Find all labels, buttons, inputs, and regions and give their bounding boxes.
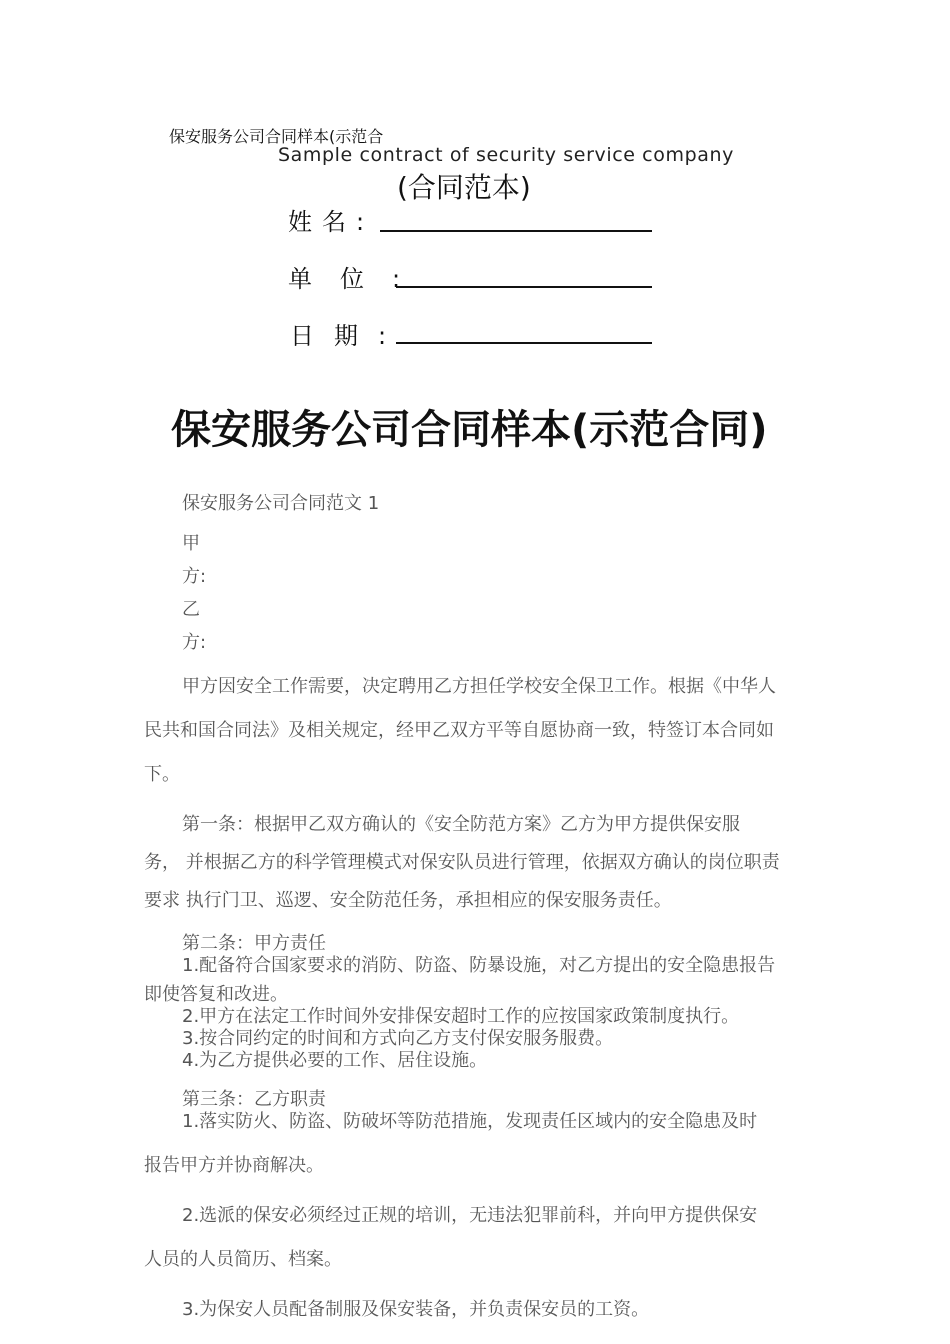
article-3-item-3: 3.为保安人员配备制服及保安装备，并负责保安员的工资。 xyxy=(182,1299,650,1320)
article-2-item-3: 3.按合同约定的时间和方式向乙方支付保安服务服费。 xyxy=(182,1028,614,1049)
article-3-item-1a: 1.落实防火、防盗、防破坏等防范措施，发现责任区域内的安全隐患及时 xyxy=(182,1111,758,1132)
party-a-label-2: 方: xyxy=(182,566,207,587)
party-b-label-1: 乙 xyxy=(182,599,200,620)
party-b-label-2: 方: xyxy=(182,632,207,653)
article-3-item-2a: 2.选派的保安必须经过正规的培训，无违法犯罪前科，并向甲方提供保安 xyxy=(182,1205,758,1226)
article-2-title: 第二条：甲方责任 xyxy=(182,933,326,954)
english-title: Sample contract of security service company xyxy=(278,144,734,166)
name-label: 姓名: xyxy=(288,208,375,236)
date-label: 日期: xyxy=(290,322,407,350)
header-title: 保安服务公司合同样本(示范合 xyxy=(169,127,384,146)
date-field-line xyxy=(396,342,652,344)
article-3-title: 第三条：乙方职责 xyxy=(182,1089,326,1110)
main-title: 保安服务公司合同样本(示范合同) xyxy=(171,407,768,453)
article-3-item-2b: 人员的人员简历、档案。 xyxy=(144,1249,342,1270)
article-2-item-4: 4.为乙方提供必要的工作、居住设施。 xyxy=(182,1050,488,1071)
intro-line-2: 民共和国合同法》及相关规定，经甲乙双方平等自愿协商一致，特签订本合同如 xyxy=(144,720,774,741)
unit-label: 单位: xyxy=(288,265,429,293)
article-2-item-2: 2.甲方在法定工作时间外安排保安超时工作的应按国家政策制度执行。 xyxy=(182,1006,740,1027)
intro-line-1: 甲方因安全工作需要，决定聘用乙方担任学校安全保卫工作。根据《中华人 xyxy=(182,676,776,697)
article-1-line-1: 第一条：根据甲乙双方确认的《安全防范方案》乙方为甲方提供保安服 xyxy=(182,814,740,835)
contract-subtitle: (合同范本) xyxy=(397,171,531,204)
sample-heading: 保安服务公司合同范文 1 xyxy=(182,493,380,514)
article-3-item-1b: 报告甲方并协商解决。 xyxy=(144,1155,324,1176)
party-a-label-1: 甲 xyxy=(182,533,200,554)
unit-field-line xyxy=(396,286,652,288)
name-field-line xyxy=(380,230,652,232)
article-2-item-1a: 1.配备符合国家要求的消防、防盗、防暴设施，对乙方提出的安全隐患报告 xyxy=(182,955,776,976)
article-1-line-2: 务， 并根据乙方的科学管理模式对保安队员进行管理，依据双方确认的岗位职责 xyxy=(144,852,780,873)
intro-line-3: 下。 xyxy=(144,764,180,785)
article-2-item-1b: 即使答复和改进。 xyxy=(144,984,288,1005)
article-1-line-3: 要求 执行门卫、巡逻、安全防范任务，承担相应的保安服务责任。 xyxy=(144,890,672,911)
